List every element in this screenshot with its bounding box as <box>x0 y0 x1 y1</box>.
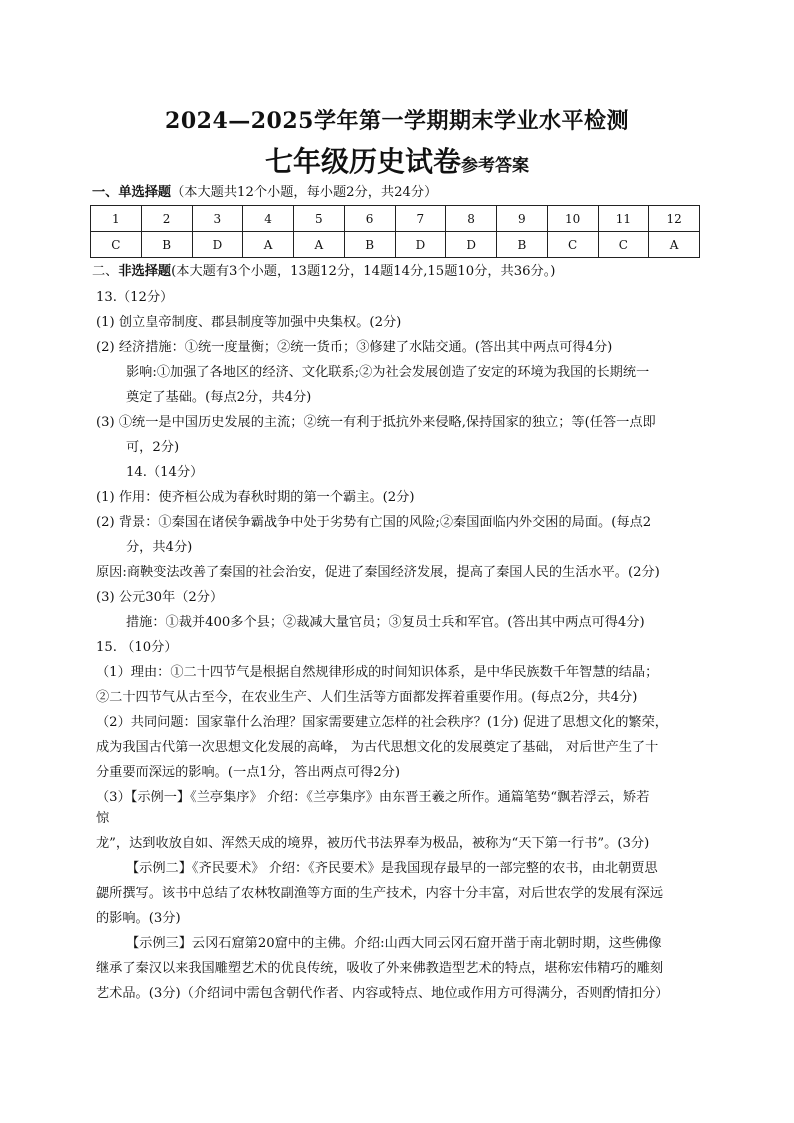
section2-prefix: 二、 <box>92 264 119 279</box>
question-number-cell: 4 <box>243 206 294 232</box>
section2-note: (本大题有3个小题，13题12分，14题14分,15题10分，共36分。) <box>171 264 556 279</box>
q15-part3-example3-cont: 继承了秦汉以来我国雕塑艺术的优良传统，吸收了外来佛教造型艺术的特点，堪称宏伟精巧的雕刻 <box>96 961 664 976</box>
answer-cell: D <box>446 232 497 258</box>
q14-heading: 14.（14分） <box>126 465 204 480</box>
q14-part2-cont: 分，共4分) <box>126 540 193 555</box>
answer-row <box>91 232 700 258</box>
question-number-row <box>91 206 700 232</box>
subtitle-suffix: 参考答案 <box>461 156 529 176</box>
section1-note: （本大题共12个小题，每小题2分，共24分） <box>171 185 438 200</box>
q14-part3: (3) 公元30年（2分） <box>96 590 224 605</box>
q15-part3-example2: 【示例二】《齐民要术》 介绍：《齐民要术》是我国现存最早的一部完整的农书，由北朝贾思 <box>126 861 658 876</box>
question-number-cell: 1 <box>91 206 142 232</box>
section1-heading: 一、单选择题 <box>92 185 172 200</box>
question-number-cell: 5 <box>294 206 345 232</box>
q15-part1: （1）理由：①二十四节气是根据自然规律形成的时间知识体系，是中华民族数千年智慧的结晶； <box>96 665 659 680</box>
q15-part3-example1-wrap: 惊 <box>96 811 110 826</box>
section1-heading-line <box>92 184 437 202</box>
q14-part2: (2) 背景：①秦国在诸侯争霸战争中处于劣势有亡国的风险;②秦国面临内外交困的局面。(每点2 <box>96 515 652 530</box>
q13-part2: (2) 经济措施：①统一度量衡；②统一货币；③修建了水陆交通。(答出其中两点可得4分) <box>96 340 613 355</box>
answer-cell: C <box>91 232 142 258</box>
subtitle-main: 七年级历史试卷 <box>264 145 461 178</box>
q15-part3-example1-cont: 龙”，达到收放自如、浑然天成的境界，被历代书法界奉为极品，被称为“天下第一行书”。(3分) <box>96 836 650 851</box>
q15-part3-example3-cont2: 艺术品。(3分)（介绍词中需包含朝代作者、内容或特点、地位或作用方可得满分，否则酌情扣分） <box>96 986 669 1001</box>
question-number-cell: 11 <box>598 206 649 232</box>
page-title: 2024—2025学年第一学期期末学业水平检测 <box>165 108 629 134</box>
question-number-cell: 12 <box>649 206 700 232</box>
question-number-cell: 2 <box>141 206 192 232</box>
q13-part3: (3) ①统一是中国历史发展的主流；②统一有利于抵抗外来侵略,保持国家的独立；等(任答一点即 <box>96 415 656 430</box>
q15-part3-example1: （3）【示例一】《兰亭集序》 介绍：《兰亭集序》由东晋王羲之所作。通篇笔势“飘若浮云，矫若 <box>96 790 650 805</box>
section2-heading-line <box>92 263 555 281</box>
q15-part3-example2-cont: 勰所撰写。该书中总结了农林牧副渔等方面的生产技术，内容十分丰富，对后世农学的发展有深远 <box>96 886 664 901</box>
q15-part1-cont: ②二十四节气从古至今，在农业生产、人们生活等方面都发挥着重要作用。(每点2分，共4分) <box>96 690 638 705</box>
question-number-cell: 9 <box>497 206 548 232</box>
q14-part2-reason: 原因:商鞅变法改善了秦国的社会治安，促进了秦国经济发展，提高了秦国人民的生活水平。(2分) <box>96 565 660 580</box>
q15-part2-cont: 成为我国古代第一次思想文化发展的高峰， 为古代思想文化的发展奠定了基础， 对后世产生了十 <box>96 740 659 755</box>
q15-part2: （2）共同问题：国家靠什么治理？国家需要建立怎样的社会秩序？(1分) 促进了思想文化的繁荣， <box>96 715 668 730</box>
answer-cell: A <box>243 232 294 258</box>
answer-cell: A <box>294 232 345 258</box>
answer-cell: C <box>598 232 649 258</box>
q13-heading: 13.（12分） <box>96 290 174 305</box>
q14-part3-measures: 措施：①裁并400多个县；②裁减大量官员；③复员士兵和军官。(答出其中两点可得4分) <box>126 615 645 630</box>
answer-cell: D <box>192 232 243 258</box>
q15-part2-cont2: 分重要而深远的影响。(一点1分，答出两点可得2分) <box>96 765 401 780</box>
answer-cell: B <box>497 232 548 258</box>
q13-part1: (1) 创立皇帝制度、郡县制度等加强中央集权。(2分) <box>96 315 402 330</box>
q13-part2-impact-cont: 奠定了基础。(每点2分，共4分) <box>126 390 312 405</box>
question-number-cell: 7 <box>395 206 446 232</box>
question-number-cell: 8 <box>446 206 497 232</box>
q13-part2-impact: 影响:①加强了各地区的经济、文化联系;②为社会发展创造了安定的环境为我国的长期统一 <box>126 365 650 380</box>
question-number-cell: 10 <box>547 206 598 232</box>
question-number-cell: 6 <box>344 206 395 232</box>
answer-cell: D <box>395 232 446 258</box>
answer-cell: B <box>344 232 395 258</box>
section2-heading: 非选择题 <box>118 264 172 279</box>
q15-part3-example3: 【示例三】云冈石窟第20窟中的主佛。介绍:山西大同云冈石窟开凿于南北朝时期，这些佛像 <box>126 936 662 951</box>
q15-heading: 15. （10分） <box>96 640 178 655</box>
answer-cell: C <box>547 232 598 258</box>
page-subtitle <box>0 140 794 180</box>
q13-part3-cont: 可，2分) <box>126 440 180 455</box>
answer-cell: A <box>649 232 700 258</box>
q14-part1: (1) 作用：使齐桓公成为春秋时期的第一个霸主。(2分) <box>96 490 415 505</box>
q15-part3-example2-cont2: 的影响。(3分) <box>96 911 181 926</box>
question-number-cell: 3 <box>192 206 243 232</box>
answer-table <box>90 205 700 258</box>
answer-cell: B <box>141 232 192 258</box>
